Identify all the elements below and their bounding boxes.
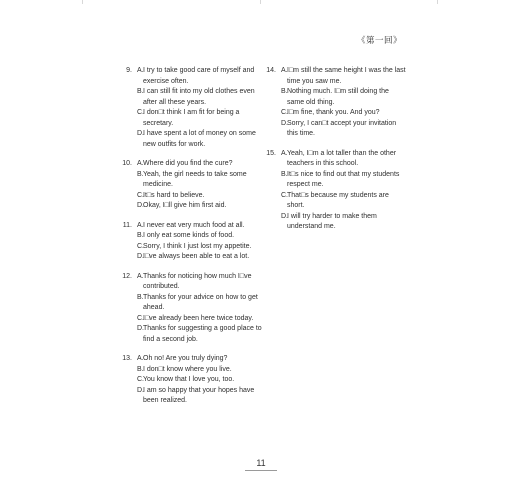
option-text: I□m fine, thank you. And you? xyxy=(287,109,380,116)
option-letter: D. xyxy=(137,253,144,260)
option-text: Where did you find the cure? xyxy=(143,160,233,167)
answer-option xyxy=(122,129,262,150)
answer-option xyxy=(122,170,262,191)
option-text: Yeah, the girl needs to take some medicine. xyxy=(143,170,247,188)
option-text: I□m still the same height I was the last time you saw me. xyxy=(287,67,406,85)
option-letter: A. xyxy=(137,221,144,229)
question-number: 9. xyxy=(126,67,132,74)
answer-option xyxy=(122,159,262,170)
option-text: I can still fit into my old clothes even after all these years. xyxy=(143,88,255,106)
page-number: 11 xyxy=(256,458,266,468)
question-number: 14. xyxy=(266,67,276,74)
answer-option xyxy=(122,354,262,365)
answer-option xyxy=(122,242,262,253)
option-text: I only eat some kinds of food. xyxy=(143,232,235,239)
option-letter: B. xyxy=(137,88,144,95)
option-letter: A. xyxy=(281,67,288,74)
answer-option xyxy=(266,149,406,170)
answer-option xyxy=(266,108,406,119)
option-letter: A. xyxy=(137,160,144,167)
option-letter: A. xyxy=(281,149,288,157)
question-item xyxy=(122,159,262,212)
answer-option xyxy=(122,375,262,386)
option-text: I am so happy that your hopes have been realized. xyxy=(143,386,255,404)
answer-option xyxy=(122,386,262,407)
option-text: I try to take good care of myself and exercise often. xyxy=(143,67,255,85)
option-letter: D. xyxy=(137,386,144,394)
option-letter: A. xyxy=(137,272,144,280)
option-text: I don□t think I am fit for being a secretary. xyxy=(143,109,240,127)
answer-option xyxy=(122,314,262,325)
answer-option xyxy=(266,191,406,212)
option-text: Thanks for noticing how much I□ve contributed. xyxy=(143,272,252,290)
answer-option xyxy=(122,293,262,314)
option-letter: D. xyxy=(137,202,144,209)
question-number: 10. xyxy=(122,160,132,167)
answer-option xyxy=(266,119,406,140)
question-item xyxy=(122,66,262,150)
answer-option xyxy=(122,365,262,376)
left-column xyxy=(122,66,262,416)
option-text: It□s hard to believe. xyxy=(143,191,205,199)
answer-option xyxy=(266,87,406,108)
option-letter: D. xyxy=(281,212,288,220)
option-letter: B. xyxy=(137,232,144,239)
option-letter: C. xyxy=(137,191,144,199)
option-text: Thanks for suggesting a good place to find a second job. xyxy=(143,325,262,343)
option-text: You know that I love you, too. xyxy=(143,376,235,383)
option-text: I have spent a lot of money on some new outfits for work. xyxy=(143,130,256,148)
option-letter: C. xyxy=(137,109,144,116)
answer-option xyxy=(266,212,406,233)
answer-option xyxy=(122,108,262,129)
option-text: Oh no! Are you truly dying? xyxy=(143,355,228,362)
page-number-underline xyxy=(245,470,277,471)
question-item xyxy=(122,354,262,407)
option-text: It□s nice to find out that my students respect me. xyxy=(287,170,400,188)
option-letter: C. xyxy=(137,314,144,322)
question-number: 13. xyxy=(122,355,132,362)
option-letter: B. xyxy=(281,88,288,95)
option-text: Yeah, I□m a lot taller than the other teachers in this school. xyxy=(287,149,397,167)
right-column xyxy=(266,66,406,242)
option-letter: A. xyxy=(137,67,144,74)
question-item xyxy=(122,272,262,346)
option-letter: D. xyxy=(137,325,144,332)
option-letter: B. xyxy=(281,170,288,178)
crop-mark xyxy=(82,0,83,4)
option-text: Sorry, I can□t accept your invitation this time. xyxy=(287,119,397,137)
option-text: Thanks for your advice on how to get ahead. xyxy=(143,293,258,311)
option-text: I□ve already been here twice today. xyxy=(143,314,254,322)
option-letter: B. xyxy=(137,170,144,178)
crop-mark xyxy=(437,0,438,4)
answer-option xyxy=(122,272,262,293)
answer-option xyxy=(122,201,262,212)
option-text: Sorry, I think I just lost my appetite. xyxy=(143,242,252,250)
crop-mark xyxy=(260,0,261,4)
answer-option xyxy=(122,324,262,345)
option-letter: C. xyxy=(281,191,288,199)
option-text: That□s because my students are short. xyxy=(287,191,389,209)
option-letter: C. xyxy=(137,242,144,250)
answer-option xyxy=(122,231,262,242)
question-number: 15. xyxy=(266,149,276,157)
answer-option xyxy=(122,252,262,263)
option-letter: B. xyxy=(137,293,144,301)
option-letter: D. xyxy=(281,119,288,127)
question-item xyxy=(266,66,406,140)
option-text: I will try harder to make them understand me. xyxy=(287,212,377,230)
answer-option xyxy=(266,66,406,87)
option-letter: C. xyxy=(137,376,144,383)
answer-option xyxy=(122,191,262,202)
option-letter: C. xyxy=(281,109,288,116)
option-text: Nothing much. I□m still doing the same old thing. xyxy=(287,88,389,106)
question-item xyxy=(122,221,262,263)
answer-option xyxy=(122,66,262,87)
page-header-title: 《第一回》 xyxy=(356,36,402,46)
answer-option xyxy=(122,87,262,108)
option-letter: B. xyxy=(137,365,144,373)
option-letter: D. xyxy=(137,130,144,137)
question-number: 12. xyxy=(122,272,132,280)
option-text: I□ve always been able to eat a lot. xyxy=(143,253,250,260)
option-letter: A. xyxy=(137,355,144,362)
question-number: 11. xyxy=(122,221,132,229)
option-text: I never eat very much food at all. xyxy=(143,221,245,229)
answer-option xyxy=(266,170,406,191)
option-text: I don□t know where you live. xyxy=(143,365,232,373)
option-text: Okay, I□ll give him first aid. xyxy=(143,202,227,209)
answer-option xyxy=(122,221,262,232)
question-item xyxy=(266,149,406,233)
